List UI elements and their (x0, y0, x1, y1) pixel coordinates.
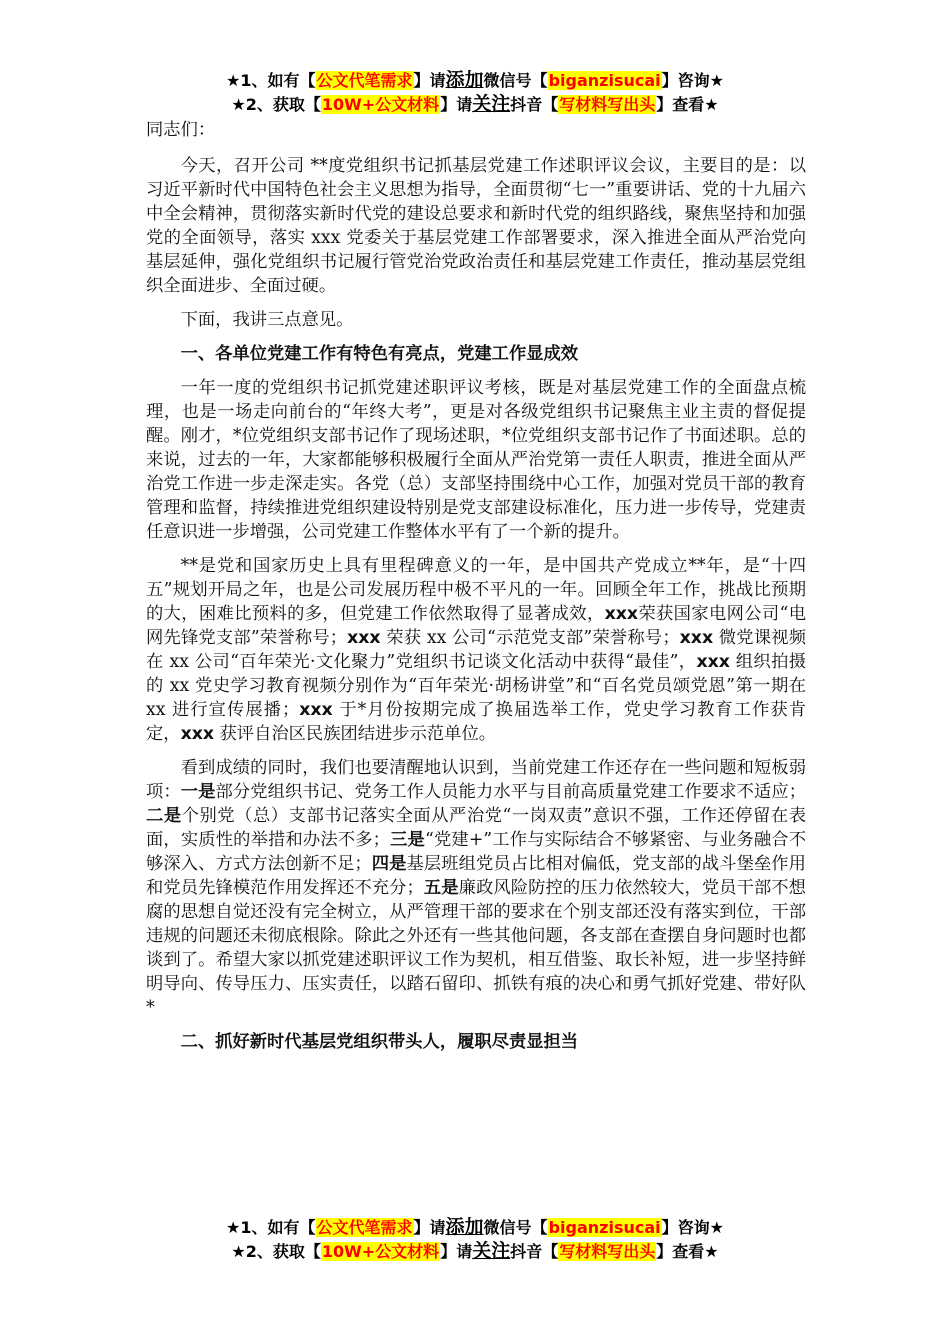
banner-line-2 (0, 1239, 950, 1263)
paragraph-intro: 今天，召开公司 **度党组织书记抓基层党建工作述职评议会议，主要目的是：以习近平新时代中国特色社会主义思想为指导，全面贯彻“七一”重要讲话、党的十九届六中全会精神，贯彻落实新时代党的建设总要求和新时代党的组织路线，聚焦坚持和加强党的全面领导，落实 xxx 党委关于基层党建工作部署要求，深入推进全面从严治党向基层延伸，强化党组织书记履行管党治党政治责任和基层党建工作责任，推动基层党组织全面进步、全面过硬。 (146, 156, 806, 296)
banner-text: 】查看★ (656, 95, 719, 114)
banner-text: 】咨询★ (661, 71, 724, 90)
banner-text: ★1、如有【 (226, 71, 316, 90)
salutation: 同志们： (146, 120, 216, 140)
emphasis-add: 添加 (445, 69, 484, 91)
banner-text: 】请 (413, 1218, 446, 1237)
highlight-wechat-id: biganzisucai (548, 1218, 661, 1237)
emphasis-follow: 关注 (472, 93, 511, 115)
banner-text: 】请 (413, 71, 446, 90)
banner-text: 微信号【 (483, 1218, 548, 1237)
banner-text: ★2、获取【 (231, 95, 321, 114)
highlight-douyin-id: 写材料写出头 (559, 95, 656, 114)
banner-line-1 (0, 1215, 950, 1239)
paragraph-problems: 看到成绩的同时，我们也要清醒地认识到，当前党建工作还存在一些问题和短板弱项：一是部分党组织书记、党务工作人员能力水平与目前高质量党建工作要求不适应；二是个别党（总）支部书记落实全面从严治党“一岗双责”意识不强，工作还停留在表面，实质性的举措和办法不多；三是“党建+”工作与实际结合不够紧密、与业务融合不够深入、方式方法创新不足；四是基层班组党员占比相对偏低，党支部的战斗堡垒作用和党员先锋模范作用发挥还不充分；五是廉政风险防控的压力依然较大，党员干部不想腐的思想自觉还没有完全树立，从严管理干部的要求在个别支部还没有落实到位，干部违规的问题还未彻底根除。除此之外还有一些其他问题，各支部在查摆自身问题时也都谈到了。希望大家以抓党建述职评议工作为契机，相互借鉴、取长补短，进一步坚持鲜明导向、传导压力、压实责任，以踏石留印、抓铁有痕的决心和勇气抓好党建、带好队* (146, 758, 806, 1018)
banner-text: 】查看★ (656, 1242, 719, 1261)
banner-line-2 (0, 92, 950, 116)
paragraph-achievements: **是党和国家历史上具有里程碑意义的一年，是中国共产党成立**年，是“十四五”规划开局之年，也是公司发展历程中极不平凡的一年。回顾全年工作，挑战比预期的大，困难比预料的多，但党建工作依然取得了显著成效，xxx荣获国家电网公司“电网先锋党支部”荣誉称号；xxx 荣获 xx 公司“示范党支部”荣誉称号；xxx 微党课视频在 xx 公司“百年荣光·文化聚力”党组织书记谈文化活动中获得“最佳”，xxx 组织拍摄的 xx 党史学习教育视频分别作为“百年荣光·胡杨讲堂”和“百名党员颂党恩”第一期在 xx 进行宣传展播；xxx 于*月份按期完成了换届选举工作，党史学习教育工作获肯定，xxx 获评自治区民族团结进步示范单位。 (146, 556, 807, 744)
highlight-ghostwriting: 公文代笔需求 (316, 1218, 413, 1237)
highlight-douyin-id: 写材料写出头 (559, 1242, 656, 1261)
banner-text: ★1、如有【 (226, 1218, 316, 1237)
banner-text: 抖音【 (510, 1242, 559, 1261)
emphasis-follow: 关注 (472, 1240, 511, 1262)
banner-text: 】咨询★ (661, 1218, 724, 1237)
banner-line-1 (0, 68, 950, 92)
banner-text: 微信号【 (483, 71, 548, 90)
section-heading-1: 一、各单位党建工作有特色有亮点，党建工作显成效 (180, 344, 579, 364)
highlight-materials: 10W+公文材料 (321, 1242, 440, 1261)
emphasis-add: 添加 (445, 1216, 484, 1238)
highlight-materials: 10W+公文材料 (321, 95, 440, 114)
banner-text: ★2、获取【 (231, 1242, 321, 1261)
highlight-ghostwriting: 公文代笔需求 (316, 71, 413, 90)
document-body (146, 118, 806, 1064)
banner-text: 抖音【 (510, 95, 559, 114)
header-banner (0, 68, 950, 116)
banner-text: 】请 (440, 95, 473, 114)
highlight-wechat-id: biganzisucai (548, 71, 661, 90)
banner-text: 】请 (440, 1242, 473, 1261)
section-heading-2: 二、抓好新时代基层党组织带头人，履职尽责显担当 (180, 1032, 579, 1052)
footer-banner (0, 1215, 950, 1263)
paragraph-review: 一年一度的党组织书记抓党建述职评议考核，既是对基层党建工作的全面盘点梳理，也是一场走向前台的“年终大考”，更是对各级党组织书记聚焦主业主责的督促提醒。刚才，*位党组织支部书记作了现场述职，*位党组织支部书记作了书面述职。总的来说，过去的一年，大家都能够积极履行全面从严治党第一责任人职责，推进全面从严治党工作进一步走深走实。各党（总）支部坚持围绕中心工作，加强对党员干部的教育管理和监督，持续推进党组织建设特别是党支部建设标准化，压力进一步传导，党建责任意识进一步增强，公司党建工作整体水平有了一个新的提升。 (146, 378, 806, 542)
paragraph-transition: 下面，我讲三点意见。 (180, 310, 354, 330)
